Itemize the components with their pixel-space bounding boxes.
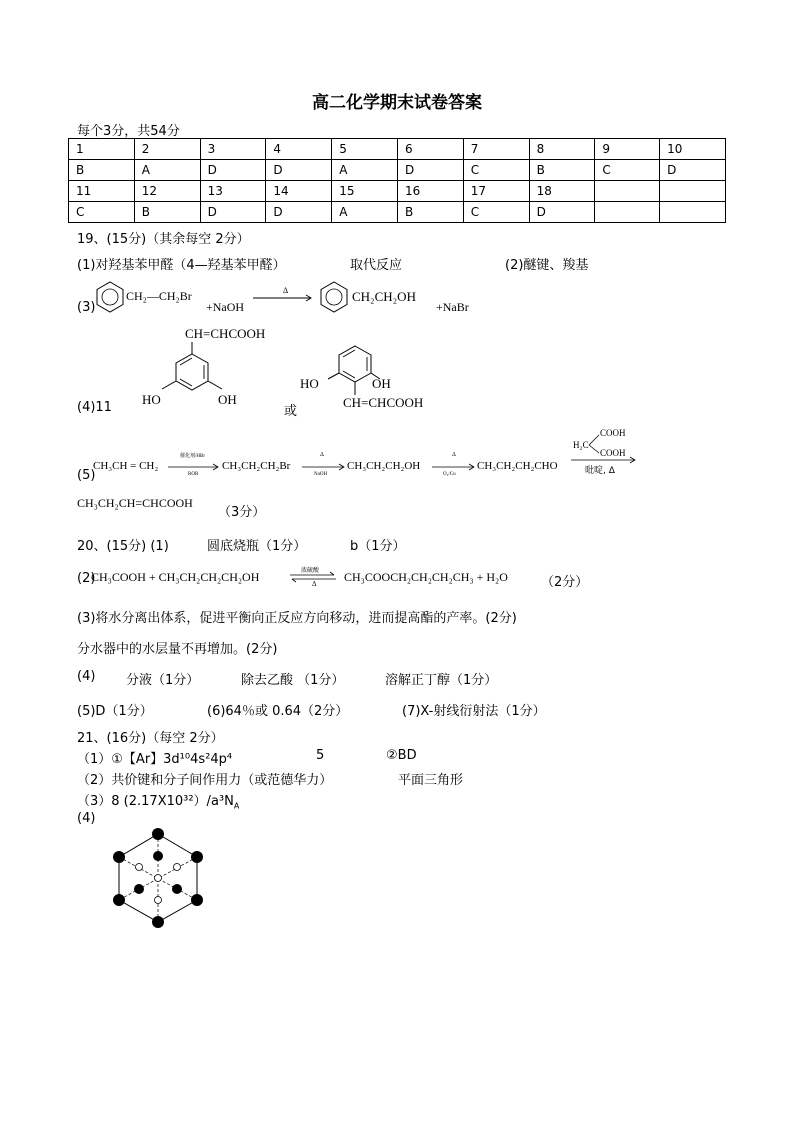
answer-table-cell: D	[200, 160, 266, 181]
answer-table-cell: 2	[134, 139, 200, 160]
q19-p5-reagent-cooh1: COOH	[600, 428, 626, 438]
answer-table-cell: 18	[529, 181, 595, 202]
route-arrow-1	[168, 463, 220, 471]
q21-p3-text: （3）8 (2.17X10³²）/a³N	[77, 794, 234, 809]
q20-p4-b: 除去乙酸 （1分）	[241, 673, 345, 688]
q19-p4-s2-oh-left: HO	[300, 376, 319, 391]
answer-table-cell: 6	[397, 139, 463, 160]
q19-p5-cond2-top: Δ	[320, 452, 324, 458]
q19-p4-s1-oh-right: OH	[218, 392, 237, 407]
q19-p5-cond3-bottom: O₂/Cu	[443, 472, 456, 477]
q19-p4-or: 或	[284, 404, 298, 419]
answer-table-cell: 17	[463, 181, 529, 202]
answer-table-cell: C	[595, 160, 660, 181]
q20-p2-cond-bottom: Δ	[312, 580, 317, 588]
q19-p5-points: （3分）	[218, 505, 266, 520]
q19-p5-step2: CH₃CH₂CH₂Br	[222, 460, 291, 472]
q19-p5-cond2-bottom: NaOH	[314, 472, 328, 477]
answer-table-cell: 3	[200, 139, 266, 160]
answer-table-cell: B	[69, 160, 135, 181]
answer-table-cell: B	[397, 202, 463, 223]
q19-p5-cond1-bottom: ROR	[188, 472, 199, 477]
answer-table-cell: 8	[529, 139, 595, 160]
q19-p4-s2-bottom: CH=CHCOOH	[343, 395, 424, 410]
answer-table-row	[69, 181, 726, 202]
q20-p4-a: 分液（1分）	[126, 673, 200, 688]
q19-p5-product: CH₃CH₂CH=CHCOOH	[77, 496, 193, 510]
structure-1-ring	[150, 340, 230, 400]
answer-table	[68, 138, 726, 223]
q19-p3-nabr: +NaBr	[436, 300, 469, 314]
q20-p4-c: 溶解正丁醇（1分）	[385, 673, 498, 688]
answer-table-cell: 7	[463, 139, 529, 160]
answer-table-cell: 16	[397, 181, 463, 202]
equilibrium-arrow	[290, 572, 336, 582]
answer-table-cell: 15	[332, 181, 398, 202]
answer-table-cell: B	[529, 160, 595, 181]
q21-p2-shape: 平面三角形	[398, 773, 464, 788]
q20-p6: (6)64％或 0.64（2分）	[207, 704, 349, 719]
answer-table-cell: 10	[660, 139, 726, 160]
answer-table-cell: D	[266, 202, 332, 223]
answer-table-cell: A	[332, 160, 398, 181]
crystal-cell-diagram	[110, 826, 210, 926]
benzene-ring-product	[318, 280, 350, 314]
q19-p3-naoh: +NaOH	[206, 300, 245, 314]
answer-table-cell: 11	[69, 181, 135, 202]
q21-p2: （2）共价键和分子间作用力（或范德华力）	[77, 773, 333, 788]
answer-table-cell: C	[463, 202, 529, 223]
q19-p5-step1: CH₃CH = CH₂	[93, 460, 159, 472]
route-arrow-2	[302, 463, 346, 471]
q19-p1-reaction: 取代反应	[350, 258, 403, 273]
q19-p5-cond4: 吡啶, Δ	[585, 466, 615, 476]
answer-table-cell	[595, 181, 660, 202]
answer-table-cell	[660, 202, 726, 223]
q21-p3	[77, 790, 239, 811]
q19-p5-reagent-cooh2: COOH	[600, 448, 626, 458]
answer-table-row	[69, 160, 726, 181]
answer-table-cell: 5	[332, 139, 398, 160]
answer-table-cell: D	[266, 160, 332, 181]
q20-p2-product: CH₃COOCH₂CH₂CH₂CH₃ + H₂O	[344, 570, 508, 584]
answer-table-cell: D	[529, 202, 595, 223]
q20-p7: (7)X-射线衍射法（1分）	[402, 704, 546, 719]
route-arrow-3	[432, 463, 476, 471]
q20-p3: (3)将水分离出体系，促进平衡向正反应方向移动，进而提高酯的产率。(2分)	[77, 611, 517, 626]
q20-p3b: 分水器中的水层量不再增加。(2分)	[77, 642, 278, 657]
answer-table-row	[69, 139, 726, 160]
q19-p4-s1-oh-left: HO	[142, 392, 161, 407]
answer-table-row	[69, 202, 726, 223]
answer-table-cell: D	[660, 160, 726, 181]
q19-p5-label: (5)	[77, 468, 96, 483]
q20-p1-b: b（1分）	[350, 539, 406, 554]
q21-p1-bd: ②BD	[386, 748, 417, 763]
answer-table-cell: 13	[200, 181, 266, 202]
q21-p1: （1）①【Ar】3d¹⁰4s²4p⁴	[77, 752, 233, 767]
q20-p2-label: (2)	[77, 571, 96, 586]
q19-p3-reactant: CH₂—CH₂Br	[126, 289, 192, 303]
malonic-bonds	[588, 432, 602, 456]
q19-p3-delta: Δ	[283, 286, 289, 295]
q19-p1-name: (1)对羟基苯甲醛（4—羟基苯甲醛）	[77, 258, 286, 273]
q20-p2-points: （2分）	[541, 575, 589, 590]
page-title: 高二化学期末试卷答案	[312, 93, 482, 113]
benzene-ring-reactant	[95, 280, 125, 314]
q21-p1-num: 5	[316, 748, 325, 763]
q20-header: 20、(15分) (1)	[77, 539, 169, 554]
q19-p4-label: (4)11	[77, 400, 112, 415]
answer-table-cell: 12	[134, 181, 200, 202]
q20-p2-cond-top: 浓硫酸	[301, 567, 320, 574]
answer-table-cell: 1	[69, 139, 135, 160]
q19-p5-cond1-top: 催化剂/HBr	[180, 454, 206, 459]
q19-p3-label: (3)	[77, 300, 96, 315]
q20-p1-answer: 圆底烧瓶（1分）	[207, 539, 307, 554]
answer-table-cell: 9	[595, 139, 660, 160]
q19-p4-s2-oh-right: OH	[372, 376, 391, 391]
answer-table-cell: B	[134, 202, 200, 223]
q20-p4-label: (4)	[77, 669, 96, 684]
mc-intro: 每个3分，共54分	[77, 124, 180, 139]
q21-p3-sub: A	[233, 801, 240, 811]
q19-p5-reagent-h2c: H₂C	[573, 440, 589, 450]
q19-p4-s1-top: CH=CHCOOH	[185, 326, 266, 341]
q19-p5-step3: CH₃CH₂CH₂OH	[347, 460, 421, 472]
answer-table-cell: A	[134, 160, 200, 181]
q19-p3-product: CH₂CH₂OH	[352, 289, 416, 304]
answer-table-cell: 4	[266, 139, 332, 160]
q19-header: 19、(15分)（其余每空 2分）	[77, 232, 250, 247]
q19-p1-groups: (2)醚键、羧基	[505, 258, 589, 273]
q20-p2-equation: CH₃COOH + CH₃CH₂CH₂CH₂OH	[91, 570, 260, 584]
answer-table-cell: A	[332, 202, 398, 223]
q19-p5-step4: CH₃CH₂CH₂CHO	[477, 460, 558, 472]
reaction-arrow	[253, 294, 313, 302]
q21-p4-label: (4)	[77, 811, 96, 826]
answer-table-cell: 14	[266, 181, 332, 202]
answer-table-cell	[595, 202, 660, 223]
q19-p5-cond3-top: Δ	[452, 452, 456, 458]
answer-table-cell: D	[200, 202, 266, 223]
answer-table-cell	[660, 181, 726, 202]
answer-table-cell: C	[69, 202, 135, 223]
answer-table-cell: D	[397, 160, 463, 181]
answer-table-cell: C	[463, 160, 529, 181]
q21-header: 21、(16分)（每空 2分）	[77, 731, 224, 746]
q20-p5: (5)D（1分）	[77, 704, 153, 719]
